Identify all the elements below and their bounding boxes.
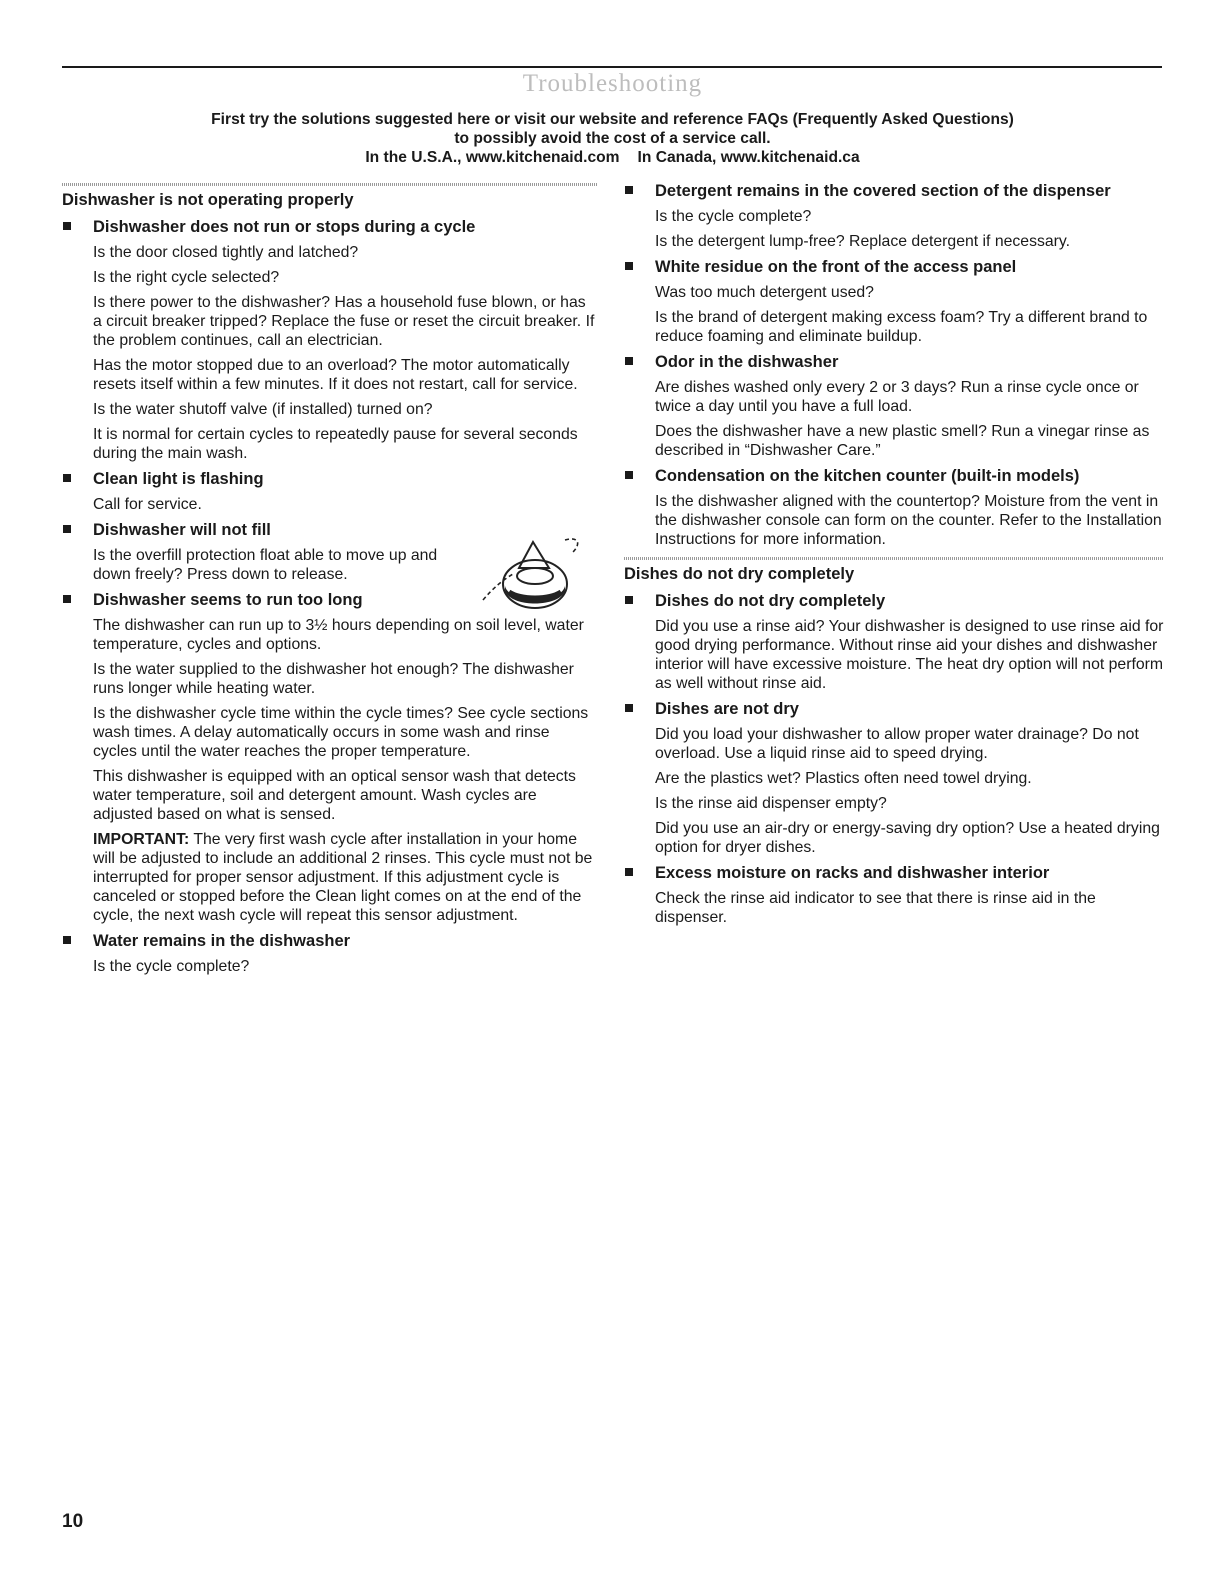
item-title: Clean light is flashing [93,470,264,488]
troubleshoot-item [62,931,597,976]
right-column [624,181,1164,933]
item-heading [624,466,1164,486]
item-text: Is there power to the dishwasher? Has a household fuse blown, or has a circuit breaker tripped? Replace the fuse or reset the circuit breaker. If the problem continues, call an electrician. [93,294,595,349]
item-text: Is the detergent lump-free? Replace detergent if necessary. [655,233,1071,250]
item-text: Is the overfill protection float able to move up and down freely? Press down to release. [93,547,438,583]
page-title: Troubleshooting [522,70,703,97]
item-text: Is the door closed tightly and latched? [93,244,359,261]
troubleshoot-item [624,699,1164,857]
square-bullet-icon [63,474,71,482]
troubleshoot-item [624,257,1164,346]
item-text: Is the cycle complete? [93,958,250,975]
item-text: Was too much detergent used? [655,284,874,301]
canada-website-link[interactable]: In Canada, www.kitchenaid.ca [637,149,860,166]
intro-line-2: to possibly avoid the cost of a service call. [454,130,771,147]
section-heading: Dishes do not dry completely [624,555,1164,584]
item-text: Did you use an air-dry or energy-saving dry option? Use a heated drying option for dryer dishes. [655,820,1160,856]
item-text: Is the water shutoff valve (if installed) turned on? [93,401,433,418]
item-heading [62,217,597,237]
item-text: Is the dishwasher aligned with the countertop? Moisture from the vent in the dishwasher console can form on the counter. Refer to the Installation Instructions for more information. [655,493,1162,548]
item-text: Are dishes washed only every 2 or 3 days? Run a rinse cycle once or twice a day until you have a full load. [655,379,1139,415]
item-heading [624,863,1164,883]
square-bullet-icon [63,936,71,944]
website-links [0,148,1225,167]
troubleshoot-item [62,217,597,463]
item-text: Is the cycle complete? [655,208,812,225]
square-bullet-icon [63,595,71,603]
item-title: Condensation on the kitchen counter (built-in models) [655,467,1080,485]
troubleshoot-item [624,863,1164,927]
square-bullet-icon [625,186,633,194]
item-title: Excess moisture on racks and dishwasher interior [655,864,1050,882]
important-note [62,830,597,925]
item-text-with-illustration [62,546,597,584]
item-heading [62,469,597,489]
item-title: Dishwasher does not run or stops during a cycle [93,218,476,236]
square-bullet-icon [625,596,633,604]
troubleshoot-item [624,181,1164,251]
important-text: The very first wash cycle after installation in your home will be adjusted to include an additional 2 rinses. This cycle must not be interrupted for proper sensor adjustment. If this adjustment cycle is canceled or stopped before the Clean light comes on at the end of the cycle, the next wash cycle will repeat this sensor adjustment. [93,831,593,924]
item-text: Did you use a rinse aid? Your dishwasher is designed to use rinse aid for good drying performance. Without rinse aid your dishes and dishwasher interior will have excessive moisture. The heat dry option will not perform as well without rinse aid. [655,618,1164,692]
item-heading [624,257,1164,277]
item-text: This dishwasher is equipped with an optical sensor wash that detects water temperature, soil and detergent amount. Wash cycles are adjusted based on what is sensed. [93,768,576,823]
intro-line-1: First try the solutions suggested here or visit our website and reference FAQs (Frequently Asked Questions) [211,111,1014,128]
square-bullet-icon [625,262,633,270]
square-bullet-icon [625,704,633,712]
item-heading [62,590,597,610]
item-text: It is normal for certain cycles to repeatedly pause for several seconds during the main wash. [93,426,578,462]
important-label: IMPORTANT: [93,831,190,848]
square-bullet-icon [625,868,633,876]
item-title: Detergent remains in the covered section of the dispenser [655,182,1111,200]
item-title: Dishes do not dry completely [655,592,886,610]
item-text: Are the plastics wet? Plastics often need towel drying. [655,770,1032,787]
troubleshoot-item [62,469,597,514]
item-text: Is the brand of detergent making excess foam? Try a different brand to reduce foaming and eliminate buildup. [655,309,1148,345]
intro [0,110,1225,167]
square-bullet-icon [625,471,633,479]
item-heading [624,699,1164,719]
troubleshoot-item [624,352,1164,460]
item-text: Did you load your dishwasher to allow proper water drainage? Do not overload. Use a liquid rinse aid to speed drying. [655,726,1139,762]
troubleshoot-item [62,520,597,584]
item-title: Dishes are not dry [655,700,799,718]
square-bullet-icon [625,357,633,365]
troubleshoot-item [624,466,1164,549]
item-title: White residue on the front of the access panel [655,258,1017,276]
item-heading [62,931,597,951]
item-text: Has the motor stopped due to an overload? The motor automatically resets itself within a few minutes. If it does not restart, call for service. [93,357,578,393]
item-text: Is the dishwasher cycle time within the cycle times? See cycle sections wash times. A delay automatically occurs in some wash and rinse cycles until the water reaches the proper temperature. [93,705,589,760]
item-heading [624,181,1164,201]
item-text: Call for service. [93,496,202,513]
left-column [62,181,597,982]
item-text: The dishwasher can run up to 3½ hours depending on soil level, water temperature, cycles and options. [93,617,584,653]
item-text: Is the right cycle selected? [93,269,280,286]
top-rule [62,66,1162,68]
square-bullet-icon [63,525,71,533]
item-text: Check the rinse aid indicator to see that there is rinse aid in the dispenser. [655,890,1096,926]
square-bullet-icon [63,222,71,230]
page-number: 10 [62,1511,84,1532]
item-text: Is the water supplied to the dishwasher hot enough? The dishwasher runs longer while heating water. [93,661,574,697]
item-text: Does the dishwasher have a new plastic smell? Run a vinegar rinse as described in “Dishwasher Care.” [655,423,1150,459]
item-text: Is the rinse aid dispenser empty? [655,795,887,812]
item-title: Dishwasher seems to run too long [93,591,363,609]
item-title: Dishwasher will not fill [93,521,271,539]
item-heading [624,591,1164,611]
usa-website-link[interactable]: In the U.S.A., www.kitchenaid.com [365,149,620,166]
troubleshoot-item [624,591,1164,693]
section-heading: Dishwasher is not operating properly [62,181,597,210]
item-title: Odor in the dishwasher [655,353,839,371]
item-title: Water remains in the dishwasher [93,932,351,950]
troubleshoot-item [62,590,597,925]
item-heading [624,352,1164,372]
item-heading [62,520,597,540]
